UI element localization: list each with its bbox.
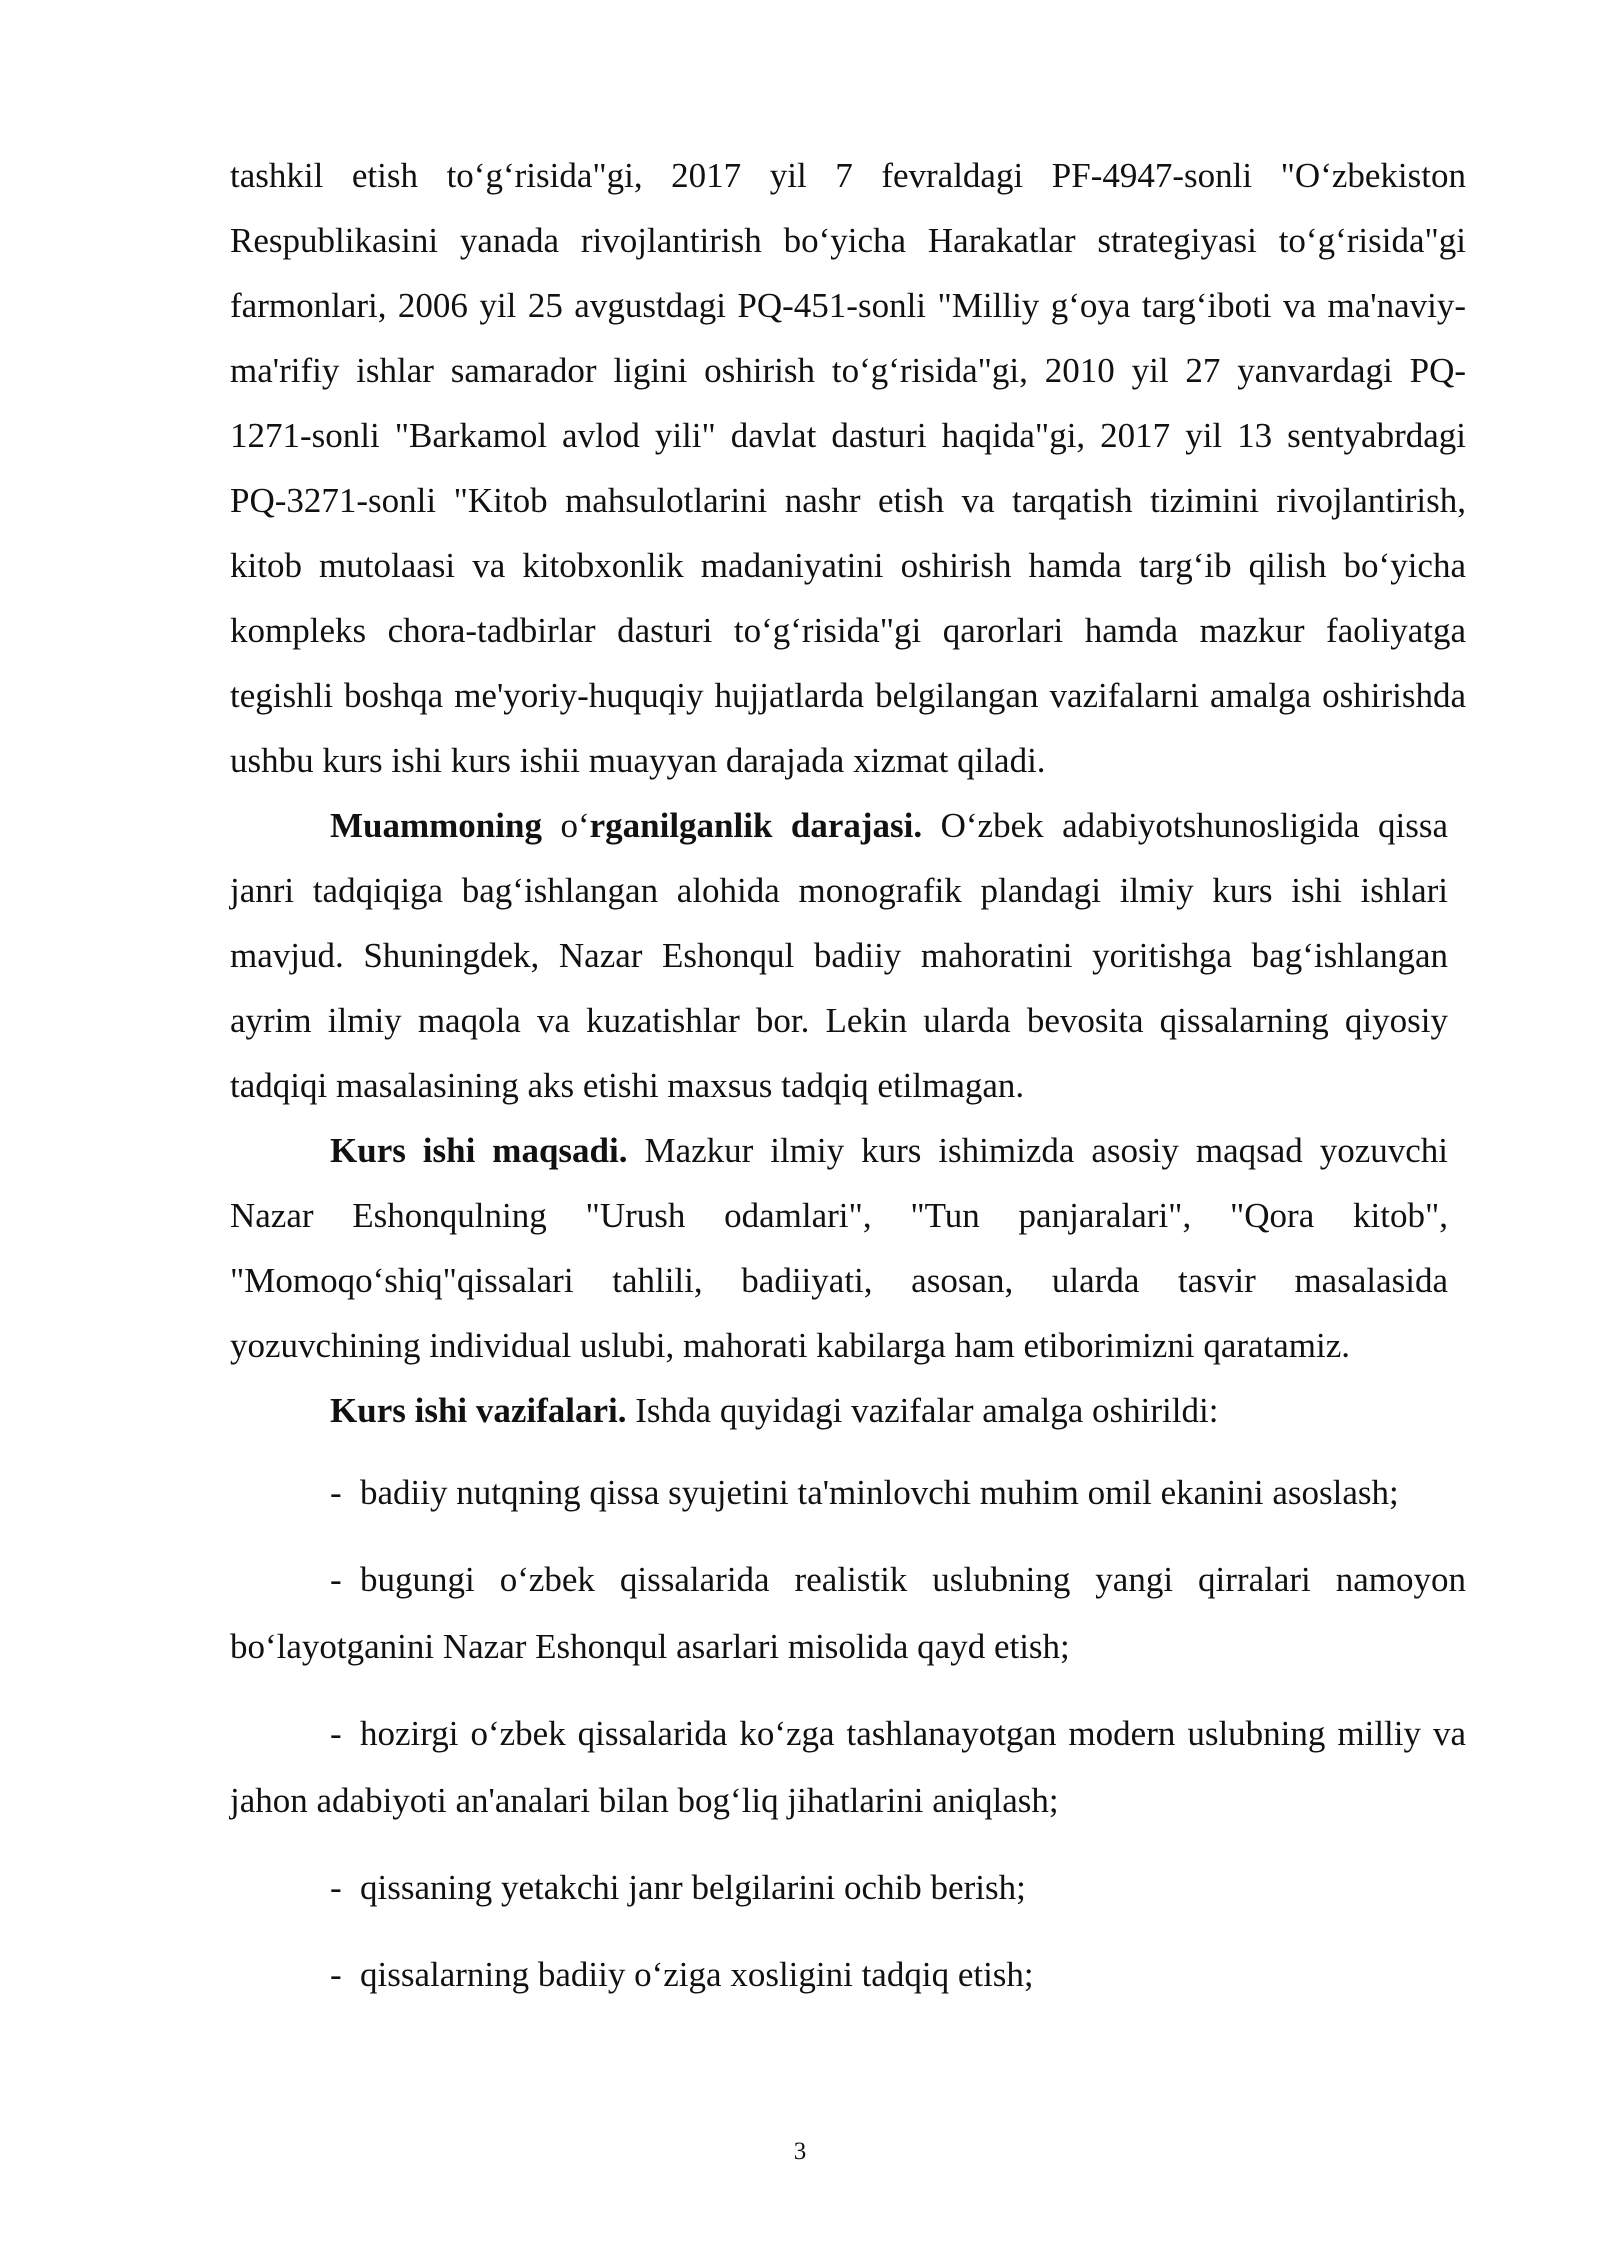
dash-marker: - bbox=[330, 1714, 342, 1753]
list-item bbox=[230, 1546, 1466, 1680]
study-level-heading-b: o‘ bbox=[560, 806, 590, 845]
list-item-text: qissalarning badiiy o‘ziga xosligini tadqiq etish; bbox=[360, 1955, 1034, 1994]
study-level-body: O‘zbek adabiyotshunosligida qissa janri tadqiqiga bag‘ishlangan alohida monografik plandagi ilmiy kurs ishi ishlari mavjud. Shuningdek, Nazar Eshonqul badiiy mahoratini yoritishga bag‘ishlangan ayrim ilmiy maqola va kuzatishlar bor. Lekin ularda bevosita qissalarning qiyosiy tadqiqi masalasining aks etishi maxsus tadqiq etilmagan. bbox=[230, 806, 1449, 1105]
tasks-heading: Kurs ishi vazifalari. bbox=[330, 1391, 627, 1430]
dash-marker: - bbox=[330, 1955, 342, 1994]
dash-marker: - bbox=[330, 1473, 342, 1512]
dash-marker: - bbox=[330, 1560, 342, 1599]
goal-paragraph bbox=[230, 1118, 1448, 1378]
goal-heading: Kurs ishi maqsadi. bbox=[330, 1131, 628, 1170]
study-level-paragraph bbox=[230, 793, 1448, 1118]
list-item bbox=[230, 1941, 1466, 2008]
list-item-text: hozirgi o‘zbek qissalarida ko‘zga tashlanayotgan modern uslubning milliy va jahon adabiyoti an'analari bilan bog‘liq jihatlarini aniqlash; bbox=[230, 1714, 1466, 1820]
page-body bbox=[230, 143, 1466, 2028]
study-level-heading-c: rganilganlik darajasi. bbox=[589, 806, 923, 845]
list-item bbox=[230, 1700, 1466, 1834]
study-level-heading-a: Muammoning bbox=[330, 806, 542, 845]
goal-body: Mazkur ilmiy kurs ishimizda asosiy maqsad yozuvchi Nazar Eshonqulning "Urush odamlari", "Tun panjaralari", "Qora kitob", "Momoqo‘shiq"qissalari tahlili, badiiyati, asosan, ularda tasvir masalasida yozuvchining individual uslubi, mahorati kabilarga ham etiborimizni qaratamiz. bbox=[230, 1131, 1449, 1365]
tasks-body: Ishda quyidagi vazifalar amalga oshirildi: bbox=[626, 1391, 1219, 1430]
intro-paragraph: tashkil etish to‘g‘risida"gi, 2017 yil 7 fevraldagi PF-4947-sonli "O‘zbekiston Respublikasini yanada rivojlantirish bo‘yicha Harakatlar strategiyasi to‘g‘risida"gi farmonlari, 2006 yil 25 avgustdagi PQ-451-sonli "Milliy g‘oya targ‘iboti va ma'naviy-ma'rifiy ishlar samarador ligini oshirish to‘g‘risida"gi, 2010 yil 27 yanvardagi PQ-1271-sonli "Barkamol avlod yili" davlat dasturi haqida"gi, 2017 yil 13 sentyabrdagi PQ-3271-sonli "Kitob mahsulotlarini nashr etish va tarqatish tizimini rivojlantirish, kitob mutolaasi va kitobxonlik madaniyatini oshirish hamda targ‘ib qilish bo‘yicha kompleks chora-tadbirlar dasturi to‘g‘risida"gi qarorlari hamda mazkur faoliyatga tegishli boshqa me'yoriy-huquqiy hujjatlarda belgilangan vazifalarni amalga oshirishda ushbu kurs ishi kurs ishii muayyan darajada xizmat qiladi. bbox=[230, 156, 1466, 780]
list-item-text: badiiy nutqning qissa syujetini ta'minlovchi muhim omil ekanini asoslash; bbox=[360, 1473, 1399, 1512]
list-item-text: qissaning yetakchi janr belgilarini ochib berish; bbox=[360, 1868, 1026, 1907]
tasks-list bbox=[230, 1459, 1466, 2008]
list-item-text: bugungi o‘zbek qissalarida realistik uslubning yangi qirralari namoyon bo‘layotganini Nazar Eshonqul asarlari misolida qayd etish; bbox=[230, 1560, 1466, 1666]
page-number: 3 bbox=[793, 2138, 807, 2165]
dash-marker: - bbox=[330, 1868, 342, 1907]
tasks-paragraph bbox=[230, 1378, 1448, 1443]
list-item bbox=[230, 1854, 1466, 1921]
list-item bbox=[230, 1459, 1466, 1526]
